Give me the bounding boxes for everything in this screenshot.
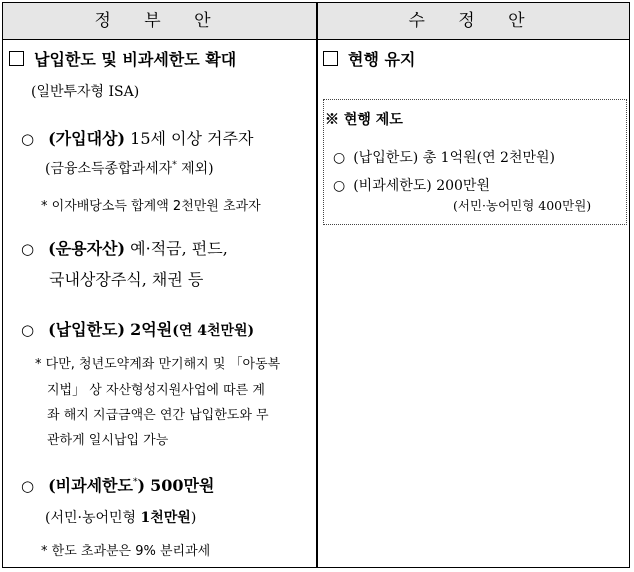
eligibility-sub bbox=[45, 158, 214, 178]
tax-free-label-end: ) bbox=[137, 476, 146, 495]
header-revised-proposal: 수 정 안 bbox=[408, 11, 539, 31]
tax-free-label: (비과세한도 bbox=[48, 476, 133, 495]
tax-free-sub-text: (서민·농어민형 bbox=[45, 510, 137, 526]
header-government-proposal: 정 부 안 bbox=[94, 11, 225, 31]
left-subtitle: (일반투자형 ISA) bbox=[31, 84, 140, 100]
current-system-title: ※ 현행 제도 bbox=[325, 112, 403, 128]
tax-free-amount: 500만원 bbox=[150, 476, 215, 495]
payment-limit-label: (납입한도) bbox=[48, 320, 126, 339]
checkbox-square-icon bbox=[9, 51, 24, 66]
tax-free-note: * 한도 초과분은 9% 분리과세 bbox=[41, 544, 211, 559]
bullet-icon: ○ bbox=[21, 477, 35, 495]
right-title bbox=[323, 47, 415, 70]
payment-note-line2: 지법」 상 자산형성지원사업에 따른 계 bbox=[47, 383, 265, 398]
assets-label: (운용자산) bbox=[48, 239, 126, 258]
payment-note-line1: * 다만, 청년도약계좌 만기해지 및 「아동복 bbox=[35, 357, 281, 372]
bullet-icon: ○ bbox=[333, 150, 346, 166]
tax-free-sub bbox=[45, 507, 196, 527]
eligibility-label: (가입대상) bbox=[48, 129, 126, 148]
bullet-icon: ○ bbox=[21, 130, 35, 148]
item-payment-limit bbox=[21, 317, 254, 340]
tax-free-sub-end: ) bbox=[190, 510, 197, 526]
current-item-tax-free bbox=[333, 175, 490, 195]
tax-free-sub-amount: 1천만원 bbox=[140, 510, 191, 526]
left-title-text: 납입한도 및 비과세한도 확대 bbox=[34, 50, 237, 69]
eligibility-sub-text: (금융소득종합과세자 bbox=[45, 161, 173, 177]
payment-limit-amount: 2억원 bbox=[130, 320, 173, 339]
eligibility-text: 15세 이상 거주자 bbox=[130, 129, 254, 148]
assets-line2: 국내상장주식, 채권 등 bbox=[49, 270, 204, 289]
current-item-payment bbox=[333, 147, 555, 167]
comparison-table bbox=[2, 2, 630, 568]
item-eligibility bbox=[21, 126, 253, 149]
right-title-text: 현행 유지 bbox=[348, 50, 416, 69]
assets-line1: 예·적금, 펀드, bbox=[130, 239, 228, 258]
payment-note-line4: 관하게 일시납입 가능 bbox=[47, 433, 169, 448]
column-divider bbox=[316, 3, 318, 567]
payment-note-line3: 좌 해지 지급금액은 연간 납입한도와 무 bbox=[47, 408, 269, 423]
current-tax-free-sub: (서민·농어민형 400만원) bbox=[453, 198, 592, 213]
bullet-icon: ○ bbox=[21, 321, 35, 339]
payment-limit-detail: (연 4천만원) bbox=[172, 323, 255, 339]
item-tax-free-limit bbox=[21, 473, 214, 496]
bullet-icon: ○ bbox=[333, 178, 346, 194]
current-payment-text: (납입한도) 총 1억원(연 2천만원) bbox=[353, 150, 555, 166]
item-assets bbox=[21, 236, 228, 259]
left-title bbox=[9, 47, 236, 70]
current-tax-free-text: (비과세한도) 200만원 bbox=[353, 178, 490, 194]
eligibility-note: * 이자배당소득 합계액 2천만원 초과자 bbox=[41, 199, 261, 214]
bullet-icon: ○ bbox=[21, 240, 35, 258]
tax-free-mark: * bbox=[132, 477, 138, 488]
checkbox-square-icon bbox=[323, 51, 338, 66]
eligibility-sub-mark: * bbox=[172, 160, 177, 171]
eligibility-sub-end: 제외) bbox=[176, 161, 214, 177]
